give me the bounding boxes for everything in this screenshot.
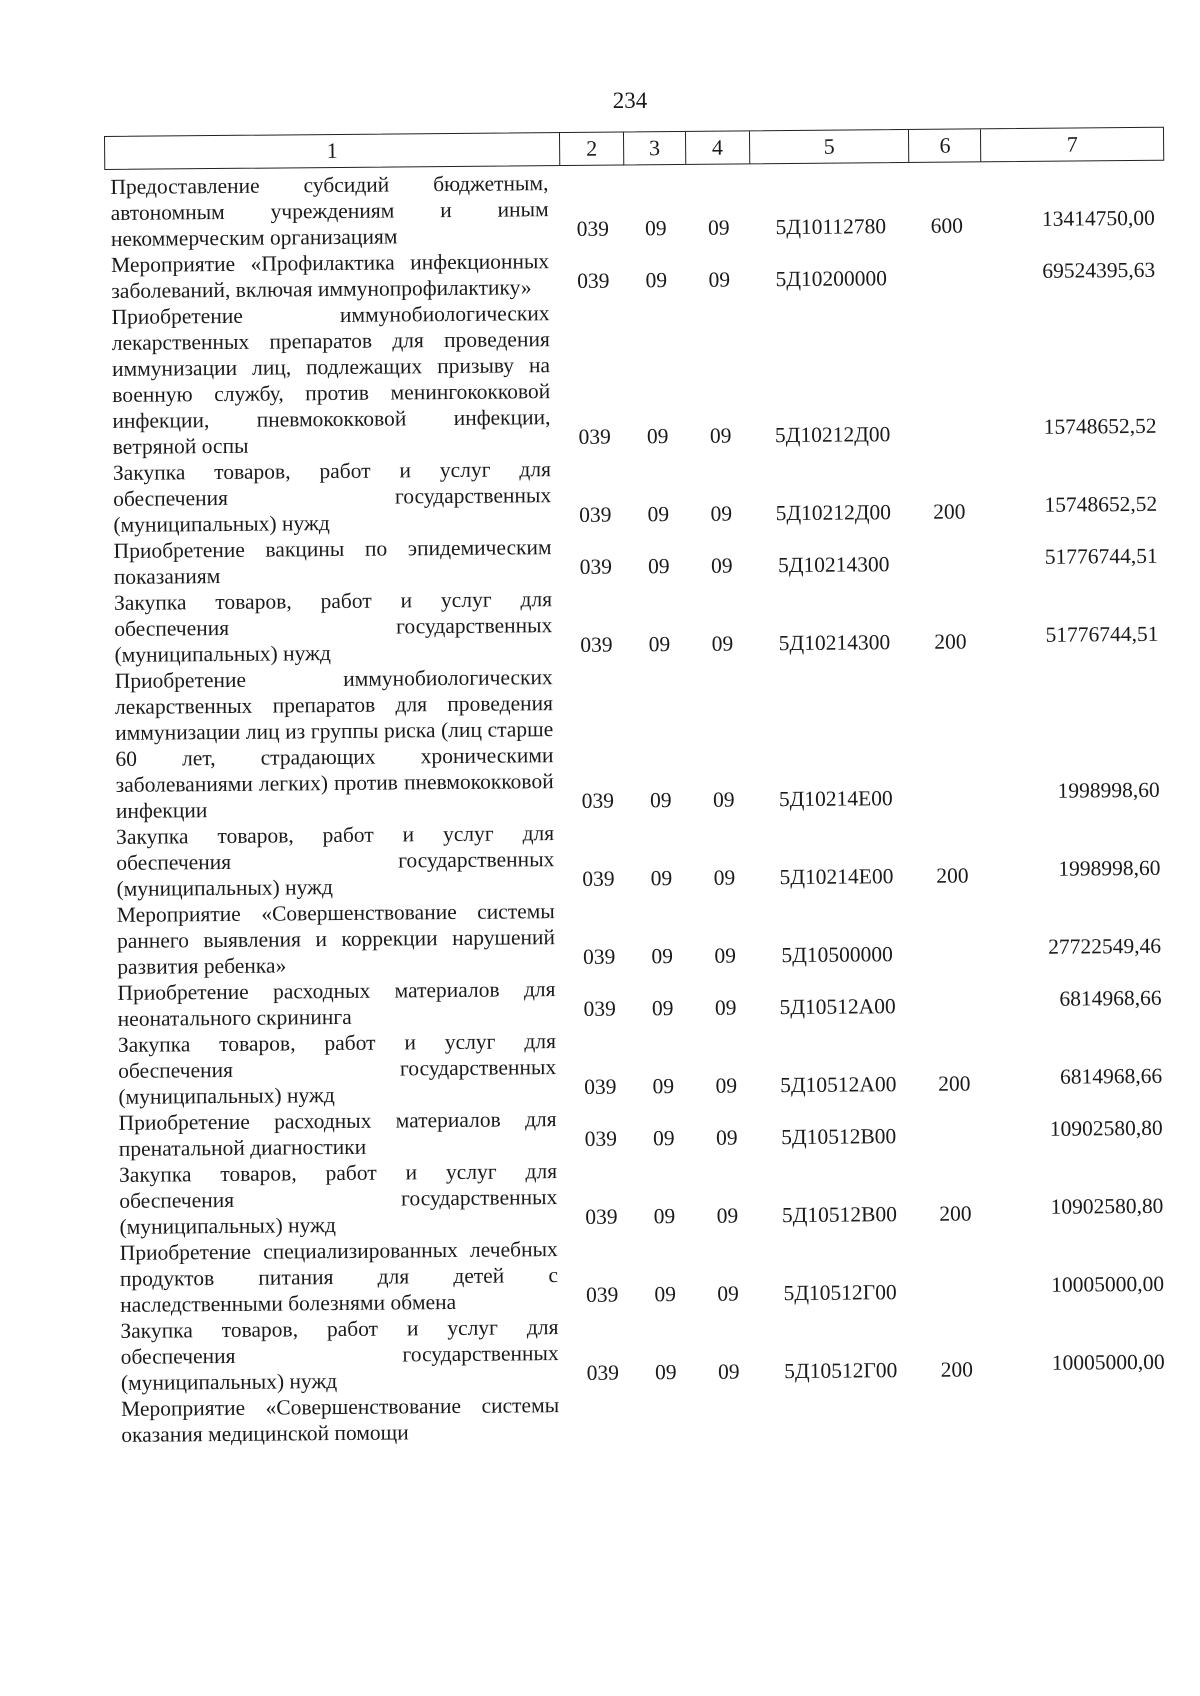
table-row (112, 1023, 1173, 1110)
header-col-3: 3 (624, 132, 686, 165)
row-col-7: 10005000,00 (1051, 1271, 1165, 1297)
row-col-6 (916, 810, 988, 817)
row-col-5: 5Д10214300 (778, 630, 891, 656)
row-name: Закупка товаров, работ и услуг для обеспечения государственных (муниципальных) нужд (118, 1159, 558, 1239)
row-col-7: 51776744,51 (1045, 621, 1159, 647)
row-col-3: 09 (651, 996, 674, 1021)
row-col-3: 09 (649, 788, 672, 813)
row-col-5: 5Д10200000 (775, 266, 888, 292)
row-col-2: 039 (579, 554, 613, 579)
row-col-2: 039 (586, 1360, 620, 1385)
row-col-2: 039 (583, 996, 616, 1021)
row-col-3 (635, 1437, 697, 1444)
row-col-3: 09 (651, 944, 674, 969)
table-row (114, 1231, 1175, 1318)
table-row (111, 893, 1172, 980)
row-col-6 (913, 446, 985, 453)
row-col-3: 09 (654, 1282, 676, 1307)
table-row (108, 581, 1169, 668)
row-col-4: 09 (716, 1203, 739, 1228)
row-col-4: 09 (708, 267, 731, 292)
row-col-7: 13414750,00 (1041, 205, 1155, 231)
row-col-5: 5Д10214Е00 (778, 786, 893, 812)
row-name: Предоставление субсидий бюджетным, автономным учреждениям и иным некоммерческим организациям (110, 171, 549, 251)
row-col-2: 039 (576, 216, 610, 241)
row-name: Закупка товаров, работ и услуг для обеспечения государственных (муниципальных) нужд (112, 457, 552, 537)
row-col-3: 09 (652, 1126, 675, 1151)
row-col-2: 039 (585, 1282, 619, 1307)
row-name: Закупка товаров, работ и услуг для обеспечения государственных (муниципальных) нужд (116, 821, 555, 901)
header-col-2: 2 (560, 132, 624, 165)
row-col-5: 5Д10214Е00 (779, 864, 894, 890)
row-col-6 (920, 1304, 992, 1311)
row-name: Закупка товаров, работ и услуг для обеспечения государственных (муниципальных) нужд (120, 1315, 559, 1395)
row-name: Мероприятие «Совершенствование системы оказания медицинской помощи (121, 1393, 560, 1447)
row-col-4: 09 (713, 865, 736, 890)
budget-table (104, 127, 1175, 1448)
row-col-2: 039 (582, 866, 615, 891)
row-col-3: 09 (650, 866, 673, 891)
row-col-7: 51776744,51 (1044, 543, 1158, 569)
row-col-3: 09 (645, 268, 668, 293)
row-col-2: 039 (579, 502, 612, 527)
row-col-5: 5Д10512А00 (779, 994, 896, 1020)
row-col-7: 1998998,60 (1058, 855, 1161, 881)
row-col-6 (917, 966, 989, 973)
row-col-3: 09 (652, 1074, 675, 1099)
row-col-7: 1998998,60 (1057, 777, 1160, 803)
row-col-4: 09 (717, 1359, 740, 1384)
row-col-5: 5Д10512Г00 (783, 1280, 897, 1306)
row-col-5: 5Д10112780 (775, 214, 887, 240)
row-col-7: 10902580,80 (1049, 1115, 1163, 1141)
row-col-3: 09 (653, 1204, 676, 1229)
row-col-6: 200 (938, 1071, 971, 1096)
row-col-7: 69524395,63 (1042, 257, 1156, 283)
table-row (115, 1387, 1175, 1448)
row-col-6 (911, 290, 983, 297)
row-col-6: 200 (939, 1201, 972, 1226)
row-col-4: 09 (707, 215, 730, 240)
row-name: Приобретение расходных материалов для неонатального скрининга (117, 977, 556, 1031)
row-col-5: 5Д10512В00 (781, 1202, 898, 1228)
row-col-2: 039 (584, 1074, 617, 1099)
row-col-5: 5Д10214300 (777, 552, 890, 578)
row-col-5: 5Д10512Г00 (784, 1358, 898, 1384)
table-row (112, 1101, 1172, 1162)
table-row (105, 243, 1165, 304)
row-col-4 (697, 1436, 761, 1443)
row-col-4: 09 (710, 501, 733, 526)
table-row (109, 659, 1170, 824)
row-col-3: 09 (646, 424, 669, 449)
row-col-6 (914, 576, 986, 583)
table-header-row (104, 127, 1164, 170)
row-col-4: 09 (715, 1125, 738, 1150)
row-col-6: 200 (934, 629, 967, 654)
row-col-7: 15748652,52 (1043, 413, 1157, 439)
row-col-6: 200 (933, 499, 966, 524)
row-col-2: 039 (580, 632, 613, 657)
table-row (107, 451, 1168, 538)
row-col-7: 10902580,80 (1050, 1193, 1164, 1219)
row-name: Закупка товаров, работ и услуг для обеспечения государственных (муниципальных) нужд (113, 587, 553, 667)
row-name: Приобретение иммунобиологических лекарственных препаратов для проведения иммунизации лиц из группы риска (лиц старше 60 лет, страдающих хроническими заболеваниями легких) против пневмококковой инфекции (114, 665, 554, 823)
row-col-5: 5Д10212Д00 (775, 500, 892, 526)
header-col-4: 4 (686, 131, 750, 164)
row-col-4: 09 (709, 423, 732, 448)
row-col-7: 6814968,66 (1060, 1063, 1163, 1089)
row-col-6 (918, 1018, 990, 1025)
row-col-4: 09 (715, 1073, 738, 1098)
row-name: Закупка товаров, работ и услуг для обеспечения государственных (муниципальных) нужд (117, 1029, 557, 1109)
row-col-2 (571, 1437, 635, 1444)
row-col-6: 200 (936, 863, 969, 888)
row-col-6: 600 (930, 213, 964, 238)
row-col-4: 09 (710, 553, 733, 578)
row-col-7: 6814968,66 (1059, 985, 1162, 1011)
row-col-7: 27722549,46 (1048, 933, 1162, 959)
table-body (104, 165, 1175, 1448)
header-col-6: 6 (909, 129, 981, 162)
table-row (104, 165, 1165, 252)
row-col-4: 09 (714, 995, 737, 1020)
row-col-4: 09 (714, 943, 737, 968)
row-col-6 (919, 1148, 991, 1155)
row-col-3: 09 (654, 1360, 677, 1385)
header-col-1: 1 (105, 133, 560, 169)
row-col-2: 039 (585, 1204, 618, 1229)
table-row (105, 295, 1166, 460)
row-name: Приобретение вакцины по эпидемическим показаниям (113, 535, 552, 589)
row-col-7: 10005000,00 (1051, 1349, 1165, 1375)
table-row (111, 971, 1171, 1032)
row-col-2: 039 (577, 268, 610, 293)
row-name: Приобретение расходных материалов для пренатальной диагностики (118, 1107, 557, 1161)
row-col-2: 039 (582, 944, 616, 969)
row-col-7 (993, 1427, 1175, 1441)
row-name: Мероприятие «Совершенствование системы раннего выявления и коррекции нарушений развития ребенка» (116, 899, 556, 979)
header-col-5: 5 (750, 130, 910, 163)
page-number: 234 (612, 88, 648, 113)
table-row (114, 1309, 1175, 1396)
row-col-6: 200 (940, 1357, 974, 1382)
row-name: Приобретение иммунобиологических лекарственных препаратов для проведения иммунизации лиц, подлежащих призыву на военную службу, против менингококковой инфекции, пневмококковой инфекции, ветряной оспы (111, 301, 551, 459)
row-col-6 (921, 1434, 993, 1441)
table-row (108, 529, 1168, 590)
row-col-7: 15748652,52 (1044, 491, 1158, 517)
row-name: Приобретение специализированных лечебных продуктов питания для детей с наследственными болезнями обмена (119, 1237, 559, 1317)
table-row (110, 815, 1171, 902)
row-col-5 (761, 1435, 921, 1442)
header-col-7: 7 (1066, 131, 1078, 157)
row-col-4: 09 (717, 1281, 739, 1306)
row-col-3: 09 (644, 216, 667, 241)
row-col-5: 5Д10512А00 (780, 1072, 897, 1098)
row-col-2: 039 (584, 1126, 617, 1151)
row-col-4: 09 (711, 631, 734, 656)
row-col-5: 5Д10212Д00 (774, 422, 891, 448)
row-name: Мероприятие «Профилактика инфекционных заболеваний, включая иммунопрофилактику» (111, 249, 550, 303)
row-col-5: 5Д10512В00 (781, 1124, 897, 1150)
row-col-4: 09 (712, 787, 735, 812)
row-col-5: 5Д10500000 (781, 942, 893, 968)
row-col-3: 09 (647, 502, 670, 527)
table-row (113, 1153, 1174, 1240)
row-col-3: 09 (648, 632, 671, 657)
row-col-3: 09 (647, 554, 670, 579)
row-col-2: 039 (578, 424, 611, 449)
row-col-2: 039 (581, 788, 615, 813)
